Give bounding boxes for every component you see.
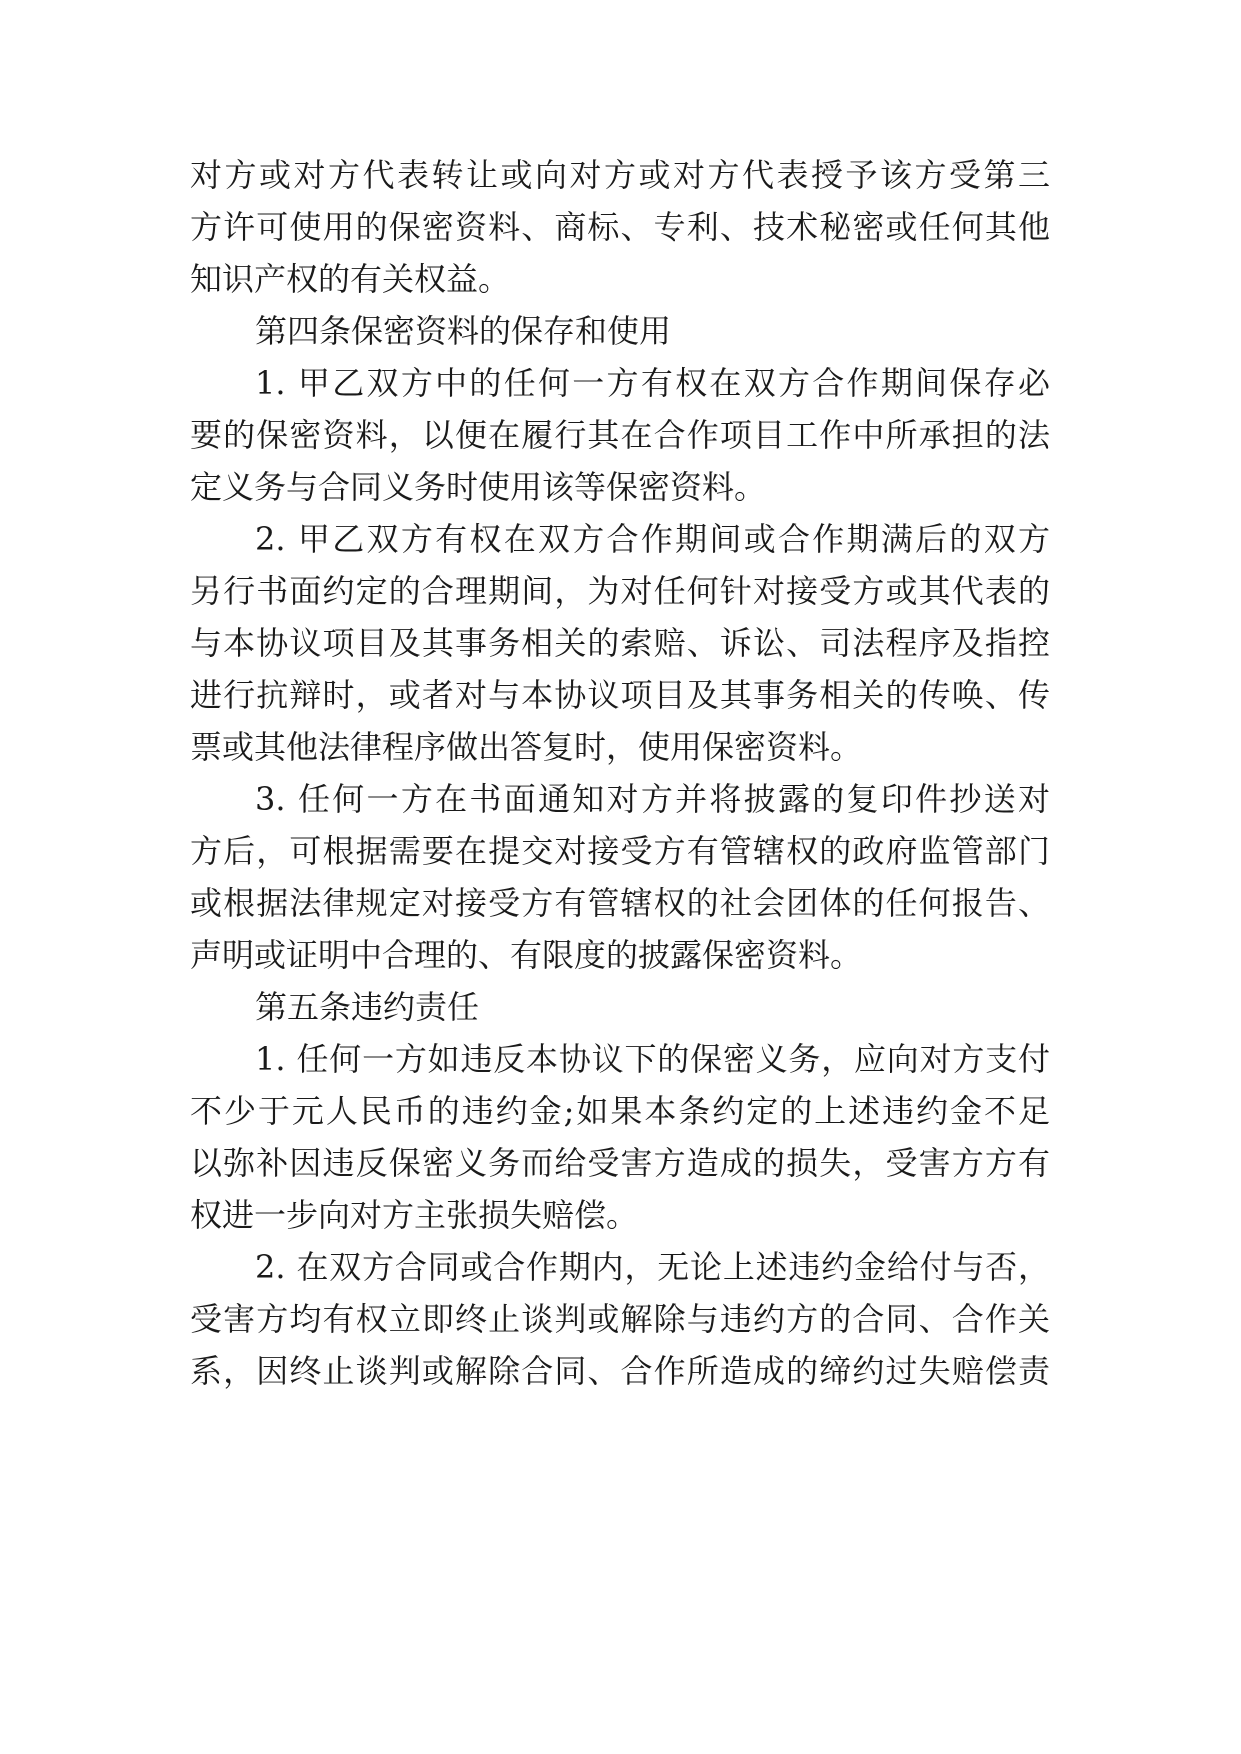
text-line: 要的保密资料，以便在履行其在合作项目工作中所承担的法 <box>190 416 1050 454</box>
text-line: 声明或证明中合理的、有限度的披露保密资料。 <box>190 936 863 974</box>
text-line: 权进一步向对方主张损失赔偿。 <box>190 1196 639 1234</box>
text-line: 与本协议项目及其事务相关的索赔、诉讼、司法程序及指控 <box>190 624 1050 662</box>
text-line: 以弥补因违反保密义务而给受害方造成的损失，受害方方有 <box>190 1144 1050 1182</box>
text-line: 不少于元人民币的违约金;如果本条约定的上述违约金不足 <box>190 1092 1050 1130</box>
text-line: 3. 任何一方在书面通知对方并将披露的复印件抄送对 <box>255 780 1050 818</box>
text-line: 知识产权的有关权益。 <box>190 260 511 298</box>
text-line: 方后，可根据需要在提交对接受方有管辖权的政府监管部门 <box>190 832 1050 870</box>
text-line: 2. 在双方合同或合作期内，无论上述违约金给付与否， <box>255 1248 1050 1286</box>
text-line: 进行抗辩时，或者对与本协议项目及其事务相关的传唤、传 <box>190 676 1050 714</box>
text-line: 1. 任何一方如违反本协议下的保密义务，应向对方支付 <box>255 1040 1050 1078</box>
text-line: 2. 甲乙双方有权在双方合作期间或合作期满后的双方 <box>255 520 1050 558</box>
text-line: 受害方均有权立即终止谈判或解除与违约方的合同、合作关 <box>190 1300 1050 1338</box>
text-line: 另行书面约定的合理期间，为对任何针对接受方或其代表的 <box>190 572 1050 610</box>
text-line: 对方或对方代表转让或向对方或对方代表授予该方受第三 <box>190 156 1050 194</box>
section-heading: 第五条违约责任 <box>255 988 480 1026</box>
text-line: 方许可使用的保密资料、商标、专利、技术秘密或任何其他 <box>190 208 1050 246</box>
section-heading: 第四条保密资料的保存和使用 <box>255 312 672 350</box>
text-line: 系，因终止谈判或解除合同、合作所造成的缔约过失赔偿责 <box>190 1352 1050 1390</box>
text-line: 1. 甲乙双方中的任何一方有权在双方合作期间保存必 <box>255 364 1050 402</box>
text-line: 票或其他法律程序做出答复时，使用保密资料。 <box>190 728 863 766</box>
text-line: 定义务与合同义务时使用该等保密资料。 <box>190 468 767 506</box>
text-line: 或根据法律规定对接受方有管辖权的社会团体的任何报告、 <box>190 884 1050 922</box>
